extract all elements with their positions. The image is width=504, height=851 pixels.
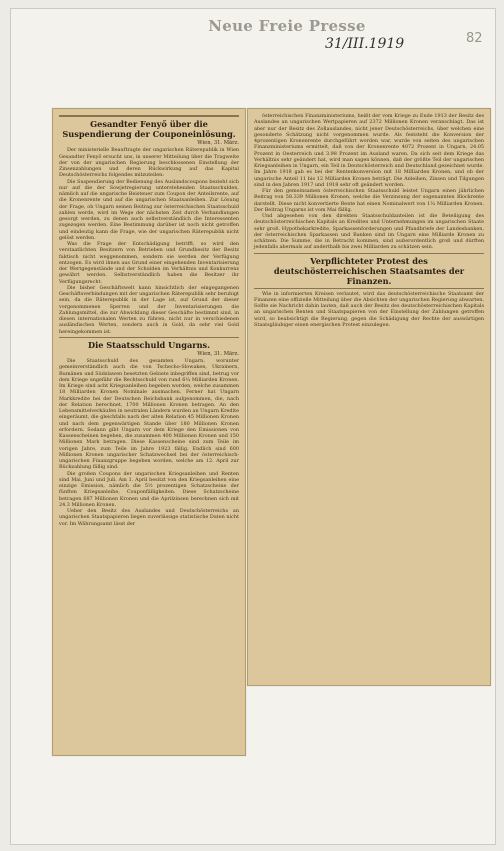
paragraph: Die Staatsschuld des gesamten Ungarn, worunter gemeinverständlich auch die von Tschecho-Slowaken, Ukrainern, Rumänen und Südslawen besetzten Gebiete inbegriffen sind, betrug vor dem Kriege ungefähr die Rechtsschuld von rund 6¼ Milliarden Kronen. Im Kriege sind acht Kriegsanleihen begeben worden, welche zusammen 18 Milliarden Kronen Nominale ausmachen. Ferner hat Ungarn Markkredite bei der Deutschen Reichsbank aufgenommen, die, nach der Relation berechnet, 1700 Millionen Kronen betragen. An den Lebensmittelverkäufen in neutralen Ländern wurden an Ungarn Kredite eingeräumt, die gleichfalls nach der alten Relation 45 Millionen Kronen und nach dem gegenwärtigen Stande über 180 Millionen Kronen erfordern. Sodann gibt Ungarn vor dem Kriege den Emissionen von Kassenscheinen begeben, die zusammen 400 Millionen Kronen und 150 Millionen Mark betragen. Diese Kassenscheine sind zum Teile im vorigen Jahre, zum Teile im Jahre 1923 fällig. Endlich sind 600 Millionen Kronen ungarischer Schatzwechsel bei der österreichisch-ungarischen Finanzgruppe begeben worden, welche am 12. April zur Rückzahlung fällig sind. bbox=[59, 358, 239, 471]
paragraph: Der ministerielle Beauftragte der ungarischen Räterepublik in Wien Gesandter Fenyő ersucht uns, in unserer Mitteilung über die Tragweite der von der ungarischen Regierung beschlossenen Einstellung der Zinsenzahlungen und deren Rückwirkung auf das Kapital Deutschösterreichs folgendes mitzuteilen: bbox=[59, 147, 239, 179]
paragraph: Für den gemeinsamen österreichischen Staatsschuld leistet Ungarn einen jährlichen Beitrag von 58.339 Millionen Kronen, welche die Verzinsung der sogenannten Blockrente darstellt. Diese nicht konvertierte Rente hat einen Nominalwert von 1¼ Milliarden Kronen. Der Beitrag Ungarns ist vom Mai fällig. bbox=[254, 188, 484, 213]
clipping-left-column bbox=[52, 108, 246, 756]
headline-protest: Verpflichteter Protest des deutschösterreichischen Staatsamtes der Finanzen. bbox=[273, 255, 465, 286]
article-divider bbox=[59, 337, 239, 338]
paragraph: Die bisher Geschäftswelt kann hinsichtlich der eingegangenen Geschäftsverbindungen mit der ungarischen Räterepublik sehr beruhigt sein, da die Räterepublik in der Lage ist, auf Grund der dieser vorgenommenen Sperren und der Inventarisierungen die Zahlungsmittel, die zur Abwicklung dieser Geschäfte bestimmt sind, in diesen internationalen Werten zu führen, nicht nur in verschiedenen ausländischen Werten, sondern auch in Gold, da sehr viel Gold hereingekommen ist. bbox=[59, 284, 239, 335]
paragraph: Ueber den Besitz des Auslandes und Deutschösterreichs an ungarischen Staatspapieren liegen zuverlässige statistische Daten nicht vor. Im Währungsamt lässt der bbox=[59, 508, 239, 527]
archive-page-number: 82 bbox=[466, 31, 483, 46]
paragraph: Was die Frage der Entschädigung betrifft, so wird den verstaatlichten Besitzern von Betrieben und Grundbesitz der Besitz faktisch nicht weggenommen, sondern sie werden der Verfügung entzogen. Es wird ihnen aus Grund einer eingehenden Inventarisierung der Wertgegenstände und der Schulden im Verhältnis und Konkurrenz gewährt werden. Selbstverständlich haben die Besitzer ihr Verfügungsrecht. bbox=[59, 241, 239, 285]
article-divider bbox=[254, 253, 484, 254]
headline-gesandter: Gesandter Fenyő über die Suspendierung der Couponeinlösung. bbox=[62, 119, 236, 139]
dateline-gesandter: Wien, 31. März. bbox=[197, 140, 239, 146]
headline-staatsschuld: Die Staatsschuld Ungarns. bbox=[87, 339, 210, 350]
newspaper-masthead: Neue Freie Presse bbox=[208, 17, 366, 35]
paragraph: Die Suspendierung der Bedienung des Auslandscoupons bezieht sich nur auf die der Sowjetregierung unterstehenden Staatsschulden, nämlich auf die ungarische Beisteuer zum Coupon der Anteilsrente, auf die Kronenrente und auf die ungarischen Staatsanleihen. Zur Lösung der Frage, ob Ungarn seinen Beitrag zur österreichischen Staatsschuld zahlen werde, wird im Wege der nächsten Zeit durch Verhandlungen gesorgt werden, zu denen auch selbstverständlich die Interessenten zugezogen werden. Eine Bestimmung darüber ist noch nicht getroffen und eindeutig kann die Frage, wie der ungarischen Räterepublik nicht gelöst werden. bbox=[59, 178, 239, 241]
headline-rule bbox=[254, 288, 484, 289]
paragraph: Und abgesehen von den direkten Staatsschuldanteilen ist die Beteiligung des deutschösterreichischen Kapitals an Krediten und Unternehmungen im ungarischen Staate sehr groß. Hypothekarkredite, Sparkassenforderungen und Pfandbriefe der Landesbanken, der österreichischen Sparkassen und Banken sind im Ungarn eine Milliarde Kronen zu schätzen. Die Summe, die in Betracht kommen, sind außerordentlich groß und dürften jedenfalls abermals auf anderthalb bis zwei Milliarden zu schätzen sein. bbox=[254, 213, 484, 251]
paragraph: Wie in informierten Kreisen verlautet, wird das deutschösterreichische Staatsamt der Finanzen eine offizielle Mitteilung über die Absichten der ungarischen Regierung abwarten. Sollte sie Nachricht dahin lauten, daß auch der Besitz des deutschösterreichischen Kapitals an ungarischen Renten und Staatspapieren von der Einstellung der Zahlungen getroffen wird, so beabsichtigt die Regierung, gegen die Schädigung der Rechte der auswärtigen Staatsgläubiger einen energischen Protest einzulegen. bbox=[254, 290, 484, 328]
handwritten-date: 31/III.1919 bbox=[325, 36, 405, 52]
dateline-staatsschuld: Wien, 31. März. bbox=[197, 350, 239, 357]
paragraph: Die großen Coupons der ungarischen Kriegsanleihen und Renten sind Mai, Juni und Juli. Am 1. April besitzt von den Kriegsanleihen eine einzige Emission, nämlich die 5½ prozentigen Schatzscheine der fünften Kriegsanleihe, Couponfälligkeiten. Diese Schatzscheine betragen 687 Millionen Kronen und die Aprilzinsen berechnen sich mit 24.3 Millionen Kronen. bbox=[59, 470, 239, 508]
column-rule bbox=[59, 115, 239, 117]
paragraph: österreichischen Finanzministeriums, heißt der vom Kriege zu Ende 1913 der Besitz des Auslandes an ungarischen Wertpapieren auf 2372 Millionen Kronen veranschlagt. Das ist aber nur der Besitz des Zollauslandes, nicht jener Deutschösterreichs, über welchen eine gesonderte Schätzung nicht vorgenommen wurde. Als feststeht die Konversion der 4prozentigen Kronenrente durchgeführt worden war, wurde von seiten des ungarischen Finanzministeriums ermittelt, daß von der Kronenrente 4072 Prozent in Ungarn, 24.05 Prozent in Oesterreich und 3.98 Prozent im Ausland waren. Da sich seit dem Kriege das Verhältnis sehr geändert hat, wird man sagen können, daß der größte Teil der ungarischen Kriegsanleihen in Ungarn, ein Teil in Deutschösterreich und Deutschland gezeichnet wurde. Im Jahre 1918 gab es bei der Rentenkonversion mit 18 Milliarden Kronen, und ob der ungarische Anteil 11 bis 12 Milliarden Kronen beträgt. Die Anleihen, Zinsen und Tilgungen sind in den Jahren 1917 und 1918 sehr oft geändert worden. bbox=[254, 113, 484, 188]
clipping-right-column bbox=[247, 108, 491, 686]
